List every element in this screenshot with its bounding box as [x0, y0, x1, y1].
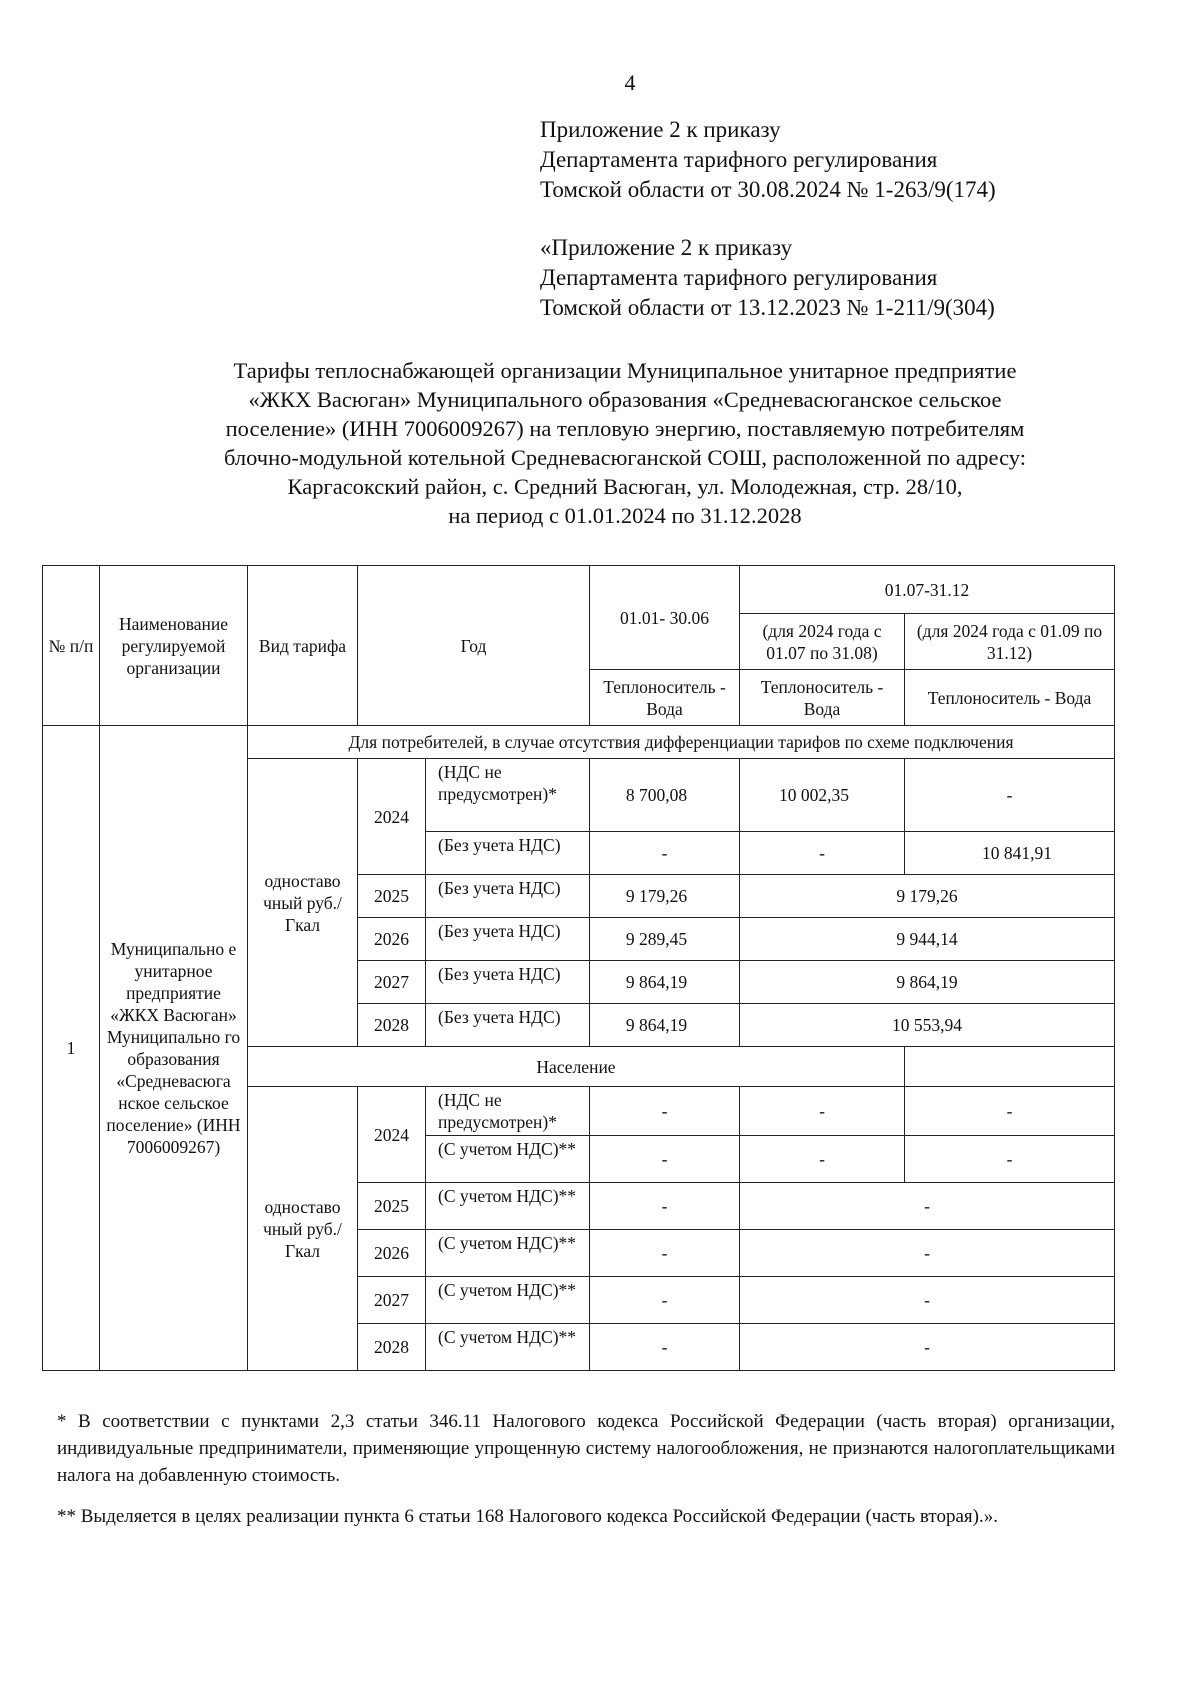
- vat-cell: (С учетом НДС)**: [426, 1230, 590, 1277]
- vat-cell: (С учетом НДС)**: [426, 1324, 590, 1371]
- year-cell: 2027: [358, 961, 426, 1004]
- tariff-value: -: [740, 1087, 905, 1136]
- section-label: Население: [248, 1047, 905, 1087]
- title-line: поселение» (ИНН 7006009267) на тепловую энергию, поставляемую потребителям: [225, 416, 1025, 441]
- tariff-value: -: [740, 1324, 1115, 1371]
- header-num: № п/п: [43, 566, 100, 726]
- vat-cell: (Без учета НДС): [426, 961, 590, 1004]
- vat-cell: (НДС не предусмотрен)*: [426, 759, 590, 832]
- vat-cell: (С учетом НДС)**: [426, 1277, 590, 1324]
- tariff-value: -: [590, 1087, 740, 1136]
- tariff-value: -: [590, 1230, 740, 1277]
- title-line: Каргасокский район, с. Средний Васюган, ул. Молодежная, стр. 28/10,: [287, 474, 963, 499]
- year-cell: 2024: [358, 759, 426, 875]
- tariff-value: 9 179,26: [590, 875, 740, 918]
- header-tariff-type: Вид тарифа: [248, 566, 358, 726]
- tariff-value: 9 944,14: [740, 918, 1115, 961]
- tariff-value: -: [590, 1183, 740, 1230]
- tariff-value: -: [740, 1136, 905, 1183]
- tariff-value: 10 002,35: [740, 759, 905, 832]
- tariff-value: -: [740, 1183, 1115, 1230]
- year-cell: 2026: [358, 918, 426, 961]
- vat-cell: (НДС не предусмотрен)*: [426, 1087, 590, 1136]
- tariff-value: -: [740, 1230, 1115, 1277]
- year-cell: 2027: [358, 1277, 426, 1324]
- tariff-value: -: [740, 832, 905, 875]
- page-number: 4: [624, 70, 636, 95]
- vat-cell: (Без учета НДС): [426, 918, 590, 961]
- tariff-value: 10 553,94: [740, 1004, 1115, 1047]
- header-carrier: Теплоноситель - Вода: [905, 670, 1115, 726]
- header-period-first-half: 01.01- 30.06: [590, 566, 740, 670]
- tariff-value: 9 864,19: [590, 961, 740, 1004]
- vat-cell: (Без учета НДС): [426, 1004, 590, 1047]
- tariff-value: 9 864,19: [590, 1004, 740, 1047]
- header-period-2024-sep-dec: (для 2024 года с 01.09 по 31.12): [905, 614, 1115, 670]
- tariff-value: -: [740, 1277, 1115, 1324]
- header-carrier: Теплоноситель - Вода: [590, 670, 740, 726]
- year-cell: 2025: [358, 875, 426, 918]
- appendix-header-line: «Приложение 2 к приказу: [540, 235, 793, 260]
- tariff-value: 9 864,19: [740, 961, 1115, 1004]
- footnote-vat-allocated: ** Выделяется в целях реализации пункта 6 статьи 168 Налогового кодекса Российской Федерации (часть вторая).».: [57, 1506, 998, 1527]
- footnote-vat-exempt: * В соответствии с пунктами 2,3 статьи 346.11 Налогового кодекса Российской Федерации (часть вторая) организации, индивидуальные предприниматели, применяющие упрощенную систему налогообложения, не признаются налогоплательщиками налога на добавленную стоимость.: [57, 1411, 1115, 1486]
- title-line: блочно-модульной котельной Средневасюганской СОШ, расположенной по адресу:: [224, 445, 1026, 470]
- tariff-value: 9 289,45: [590, 918, 740, 961]
- tariff-value: -: [590, 1324, 740, 1371]
- header-year: Год: [358, 566, 590, 726]
- appendix-header-line: Томской области от 13.12.2023 № 1-211/9(304): [540, 295, 995, 320]
- year-cell: 2024: [358, 1087, 426, 1183]
- tariff-value: -: [905, 1136, 1115, 1183]
- title-line: «ЖКХ Васюган» Муниципального образования «Средневасюганское сельское: [248, 387, 1002, 412]
- year-cell: 2025: [358, 1183, 426, 1230]
- tariff-type-cell: одноставо чный руб./Гкал: [248, 759, 358, 1047]
- vat-cell: (С учетом НДС)**: [426, 1183, 590, 1230]
- tariff-value: 10 841,91: [905, 832, 1115, 875]
- header-period-second-half: 01.07-31.12: [740, 566, 1115, 614]
- appendix-header-current: [540, 115, 996, 205]
- tariff-value: -: [905, 1087, 1115, 1136]
- vat-cell: (Без учета НДС): [426, 832, 590, 875]
- appendix-header-line: Департамента тарифного регулирования: [540, 147, 938, 172]
- document-title: [130, 356, 1120, 530]
- appendix-header-line: Приложение 2 к приказу: [540, 117, 781, 142]
- appendix-header-previous: [540, 233, 995, 323]
- vat-cell: (Без учета НДС): [426, 875, 590, 918]
- year-cell: 2028: [358, 1324, 426, 1371]
- row-number: 1: [43, 726, 100, 1371]
- footnotes: [57, 1408, 1115, 1544]
- year-cell: 2028: [358, 1004, 426, 1047]
- tariff-table: [42, 565, 1115, 1371]
- appendix-header-line: Томской области от 30.08.2024 № 1-263/9(174): [540, 177, 996, 202]
- vat-cell: (С учетом НДС)**: [426, 1136, 590, 1183]
- tariff-value: 8 700,08: [590, 759, 740, 832]
- empty-cell: [905, 1047, 1115, 1087]
- tariff-value: -: [590, 832, 740, 875]
- tariff-value: -: [590, 1136, 740, 1183]
- year-cell: 2026: [358, 1230, 426, 1277]
- tariff-value: -: [590, 1277, 740, 1324]
- header-period-2024-jul-aug: (для 2024 года с 01.07 по 31.08): [740, 614, 905, 670]
- header-organization: Наименование регулируемой организации: [100, 566, 248, 726]
- tariff-value: 9 179,26: [740, 875, 1115, 918]
- appendix-header-line: Департамента тарифного регулирования: [540, 265, 938, 290]
- tariff-type-cell: одноставо чный руб./Гкал: [248, 1087, 358, 1371]
- header-carrier: Теплоноситель - Вода: [740, 670, 905, 726]
- tariff-value: -: [905, 759, 1115, 832]
- organization-name: Муниципально е унитарное предприятие «ЖКХ Васюган» Муниципально го образования «Средневасюга нское сельское поселение» (ИНН 7006009267): [100, 726, 248, 1371]
- section-label: Для потребителей, в случае отсутствия дифференциации тарифов по схеме подключения: [248, 726, 1115, 759]
- title-line: Тарифы теплоснабжающей организации Муниципальное унитарное предприятие: [233, 358, 1017, 383]
- title-line: на период с 01.01.2024 по 31.12.2028: [448, 503, 802, 528]
